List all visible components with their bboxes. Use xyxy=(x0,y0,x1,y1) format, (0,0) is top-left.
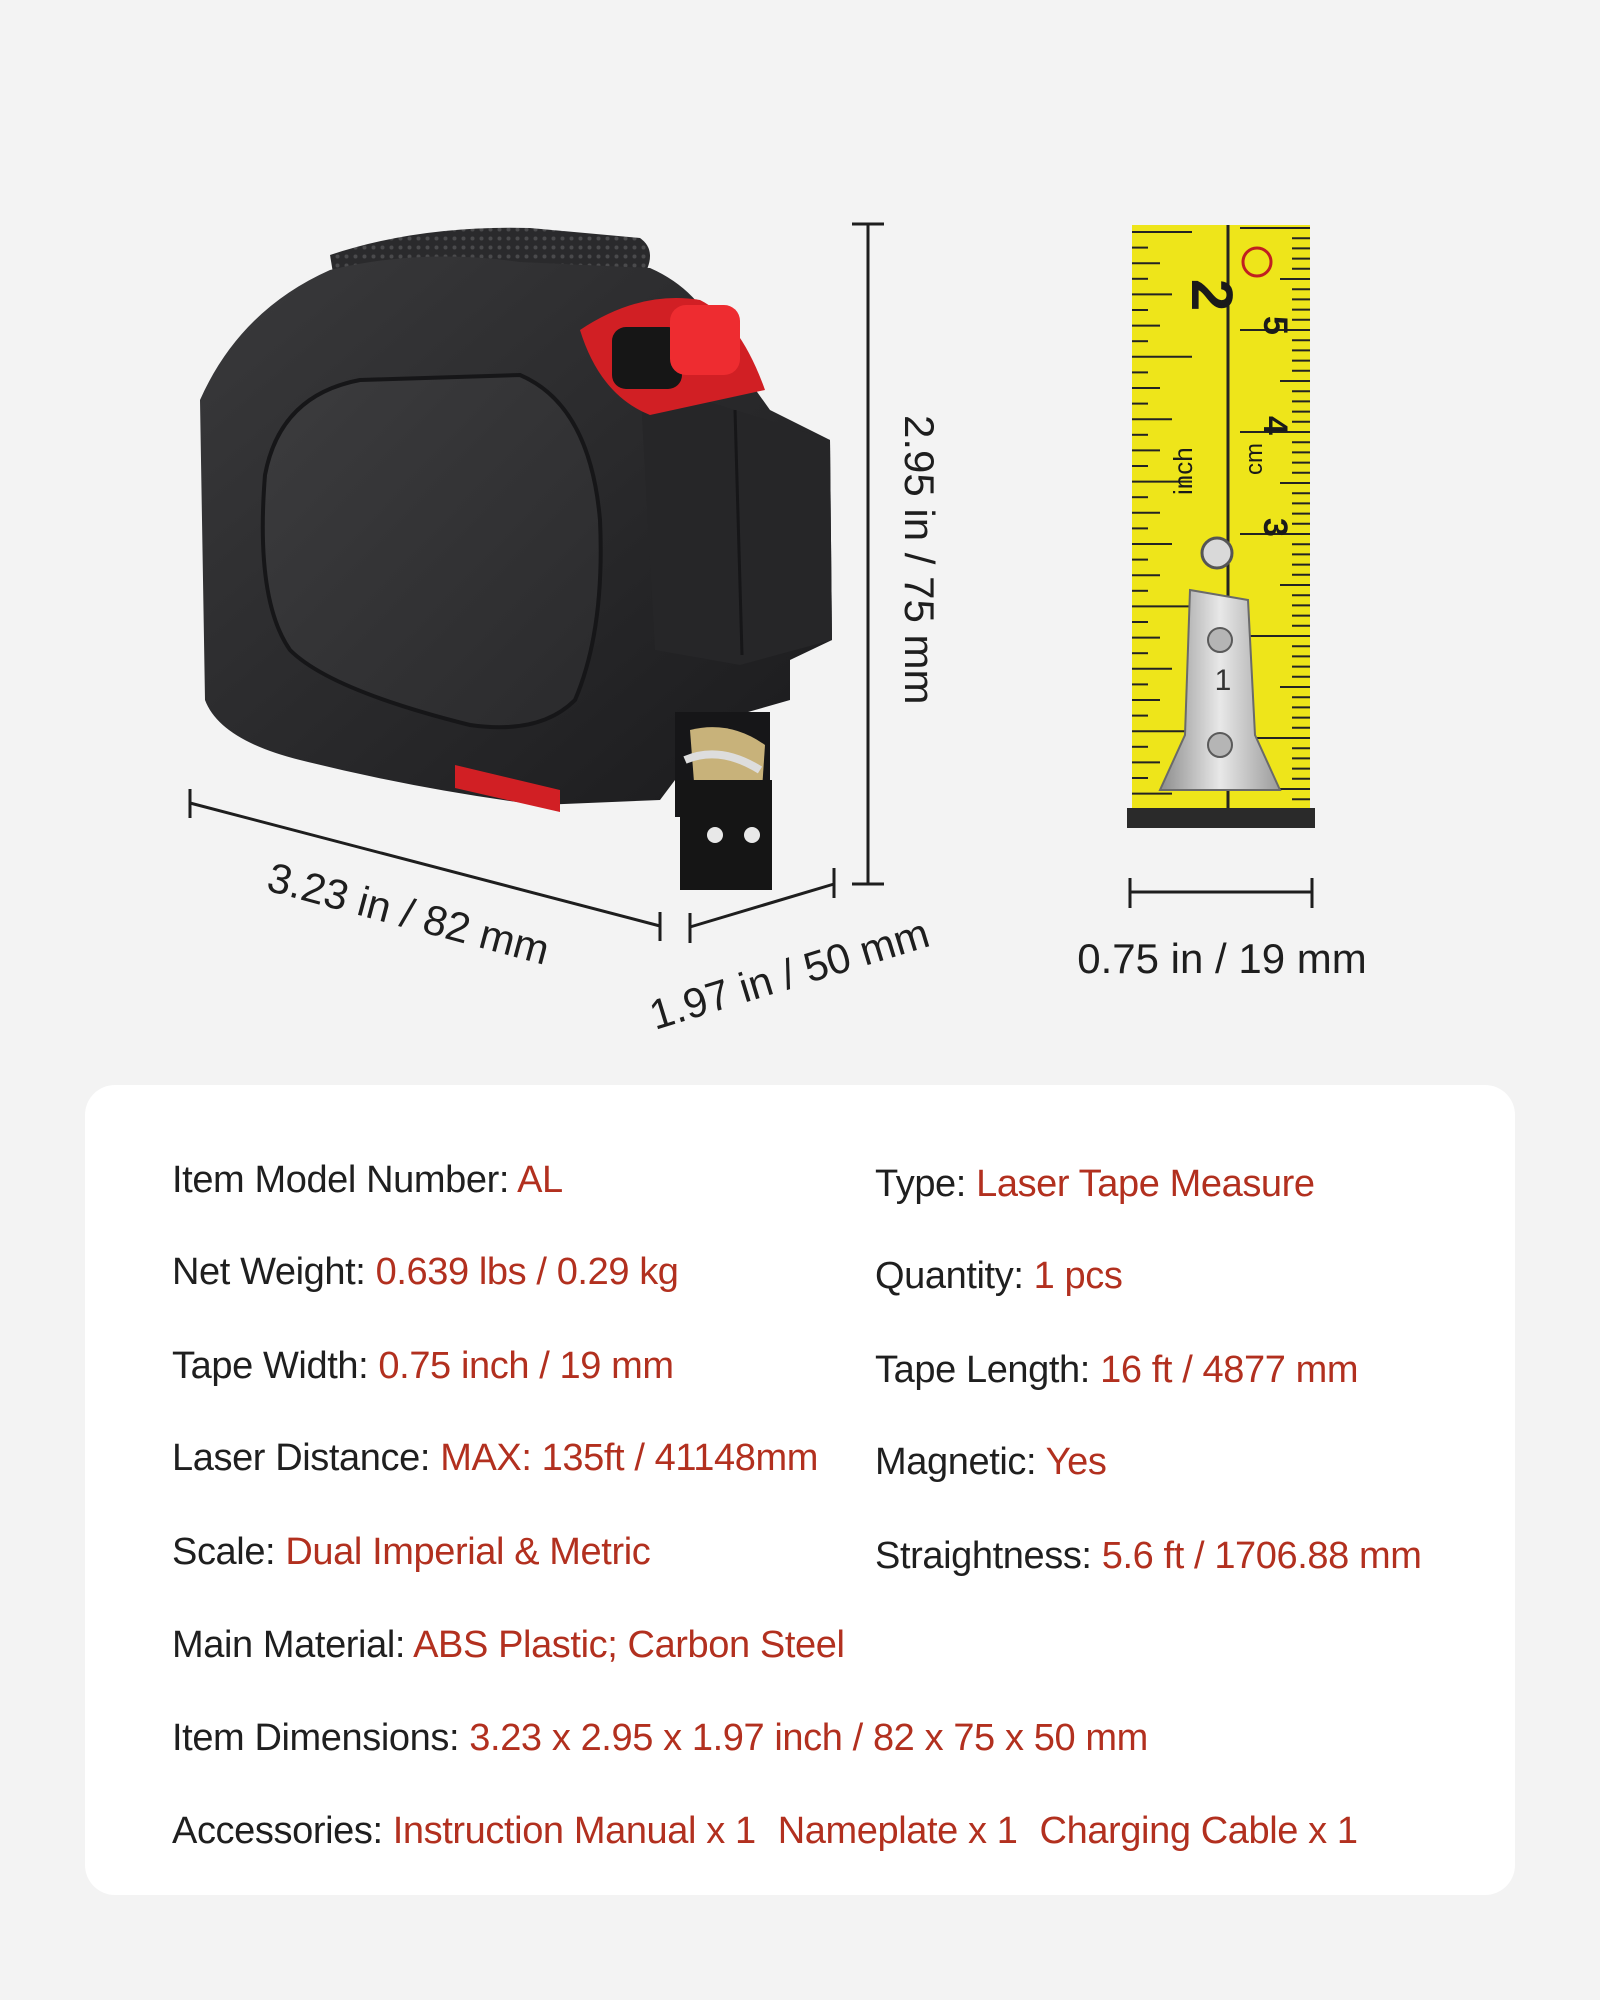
accessory-manual: Instruction Manual x 1 xyxy=(392,1810,756,1852)
accessory-cable: Charging Cable x 1 xyxy=(1039,1810,1358,1852)
lock-button xyxy=(670,305,740,375)
height-dimension-line xyxy=(852,224,884,884)
spec-type: Type: Laser Tape Measure xyxy=(875,1163,1315,1205)
tape-width-dimension-label: 0.75 in / 19 mm xyxy=(1077,935,1367,982)
magnetic-value: Yes xyxy=(1045,1441,1107,1483)
tape-blade xyxy=(1127,225,1315,828)
accessory-nameplate: Nameplate x 1 xyxy=(777,1810,1018,1852)
cm-number-5: 5 xyxy=(1256,316,1294,335)
spec-accessories: Accessories: Instruction Manual x 1 Nameplate x 1 Charging Cable x 1 xyxy=(172,1810,1358,1852)
rivet xyxy=(1202,538,1232,568)
cm-number-4: 4 xyxy=(1256,416,1294,435)
spec-quantity: Quantity: 1 pcs xyxy=(875,1255,1123,1297)
spec-scale: Scale: Dual Imperial & Metric xyxy=(172,1531,651,1573)
type-value: Laser Tape Measure xyxy=(976,1163,1315,1205)
tape-hook xyxy=(675,712,772,890)
material-value: ABS Plastic; Carbon Steel xyxy=(413,1624,845,1666)
spec-weight: Net Weight: 0.639 lbs / 0.29 kg xyxy=(172,1251,679,1293)
tape-width-value: 0.75 inch / 19 mm xyxy=(378,1345,674,1387)
spec-tape-width: Tape Width: 0.75 inch / 19 mm xyxy=(172,1345,674,1387)
spec-laser: Laser Distance: MAX: 135ft / 41148mm xyxy=(172,1437,818,1479)
tape-measure-body xyxy=(200,228,832,890)
cm-number-3: 3 xyxy=(1256,518,1294,537)
spec-magnetic: Magnetic: Yes xyxy=(875,1441,1107,1483)
spec-tape-length: Tape Length: 16 ft / 4877 mm xyxy=(875,1349,1359,1391)
tape-length-value: 16 ft / 4877 mm xyxy=(1100,1349,1359,1391)
laser-value: MAX: 135ft / 41148mm xyxy=(440,1437,818,1479)
spec-model: Item Model Number: AL xyxy=(172,1159,563,1201)
hook-number: 1 xyxy=(1214,664,1232,697)
scale-value: Dual Imperial & Metric xyxy=(285,1531,651,1573)
cm-label: cm xyxy=(1241,443,1268,475)
weight-value: 0.639 lbs / 0.29 kg xyxy=(375,1251,679,1293)
model-value: AL xyxy=(517,1159,563,1201)
spec-material: Main Material: ABS Plastic; Carbon Steel xyxy=(172,1624,845,1666)
quantity-value: 1 pcs xyxy=(1033,1255,1123,1297)
straightness-value: 5.6 ft / 1706.88 mm xyxy=(1101,1535,1422,1577)
spec-item-dimensions: Item Dimensions: 3.23 x 2.95 x 1.97 inch / 82 x 75 x 50 mm xyxy=(172,1717,1148,1759)
spec-straightness: Straightness: 5.6 ft / 1706.88 mm xyxy=(875,1535,1422,1577)
inch-number-2: 2 xyxy=(1179,278,1244,312)
inch-label: inch xyxy=(1168,447,1198,495)
depth-dimension-label: 1.97 in / 50 mm xyxy=(643,909,935,1039)
length-dimension-label: 3.23 in / 82 mm xyxy=(262,853,555,974)
tape-width-dimension-line xyxy=(1130,878,1312,908)
height-dimension-label: 2.95 in / 75 mm xyxy=(896,415,943,705)
item-dimensions-value: 3.23 x 2.95 x 1.97 inch / 82 x 75 x 50 mm xyxy=(469,1717,1148,1759)
spec-card xyxy=(85,1085,1515,1895)
